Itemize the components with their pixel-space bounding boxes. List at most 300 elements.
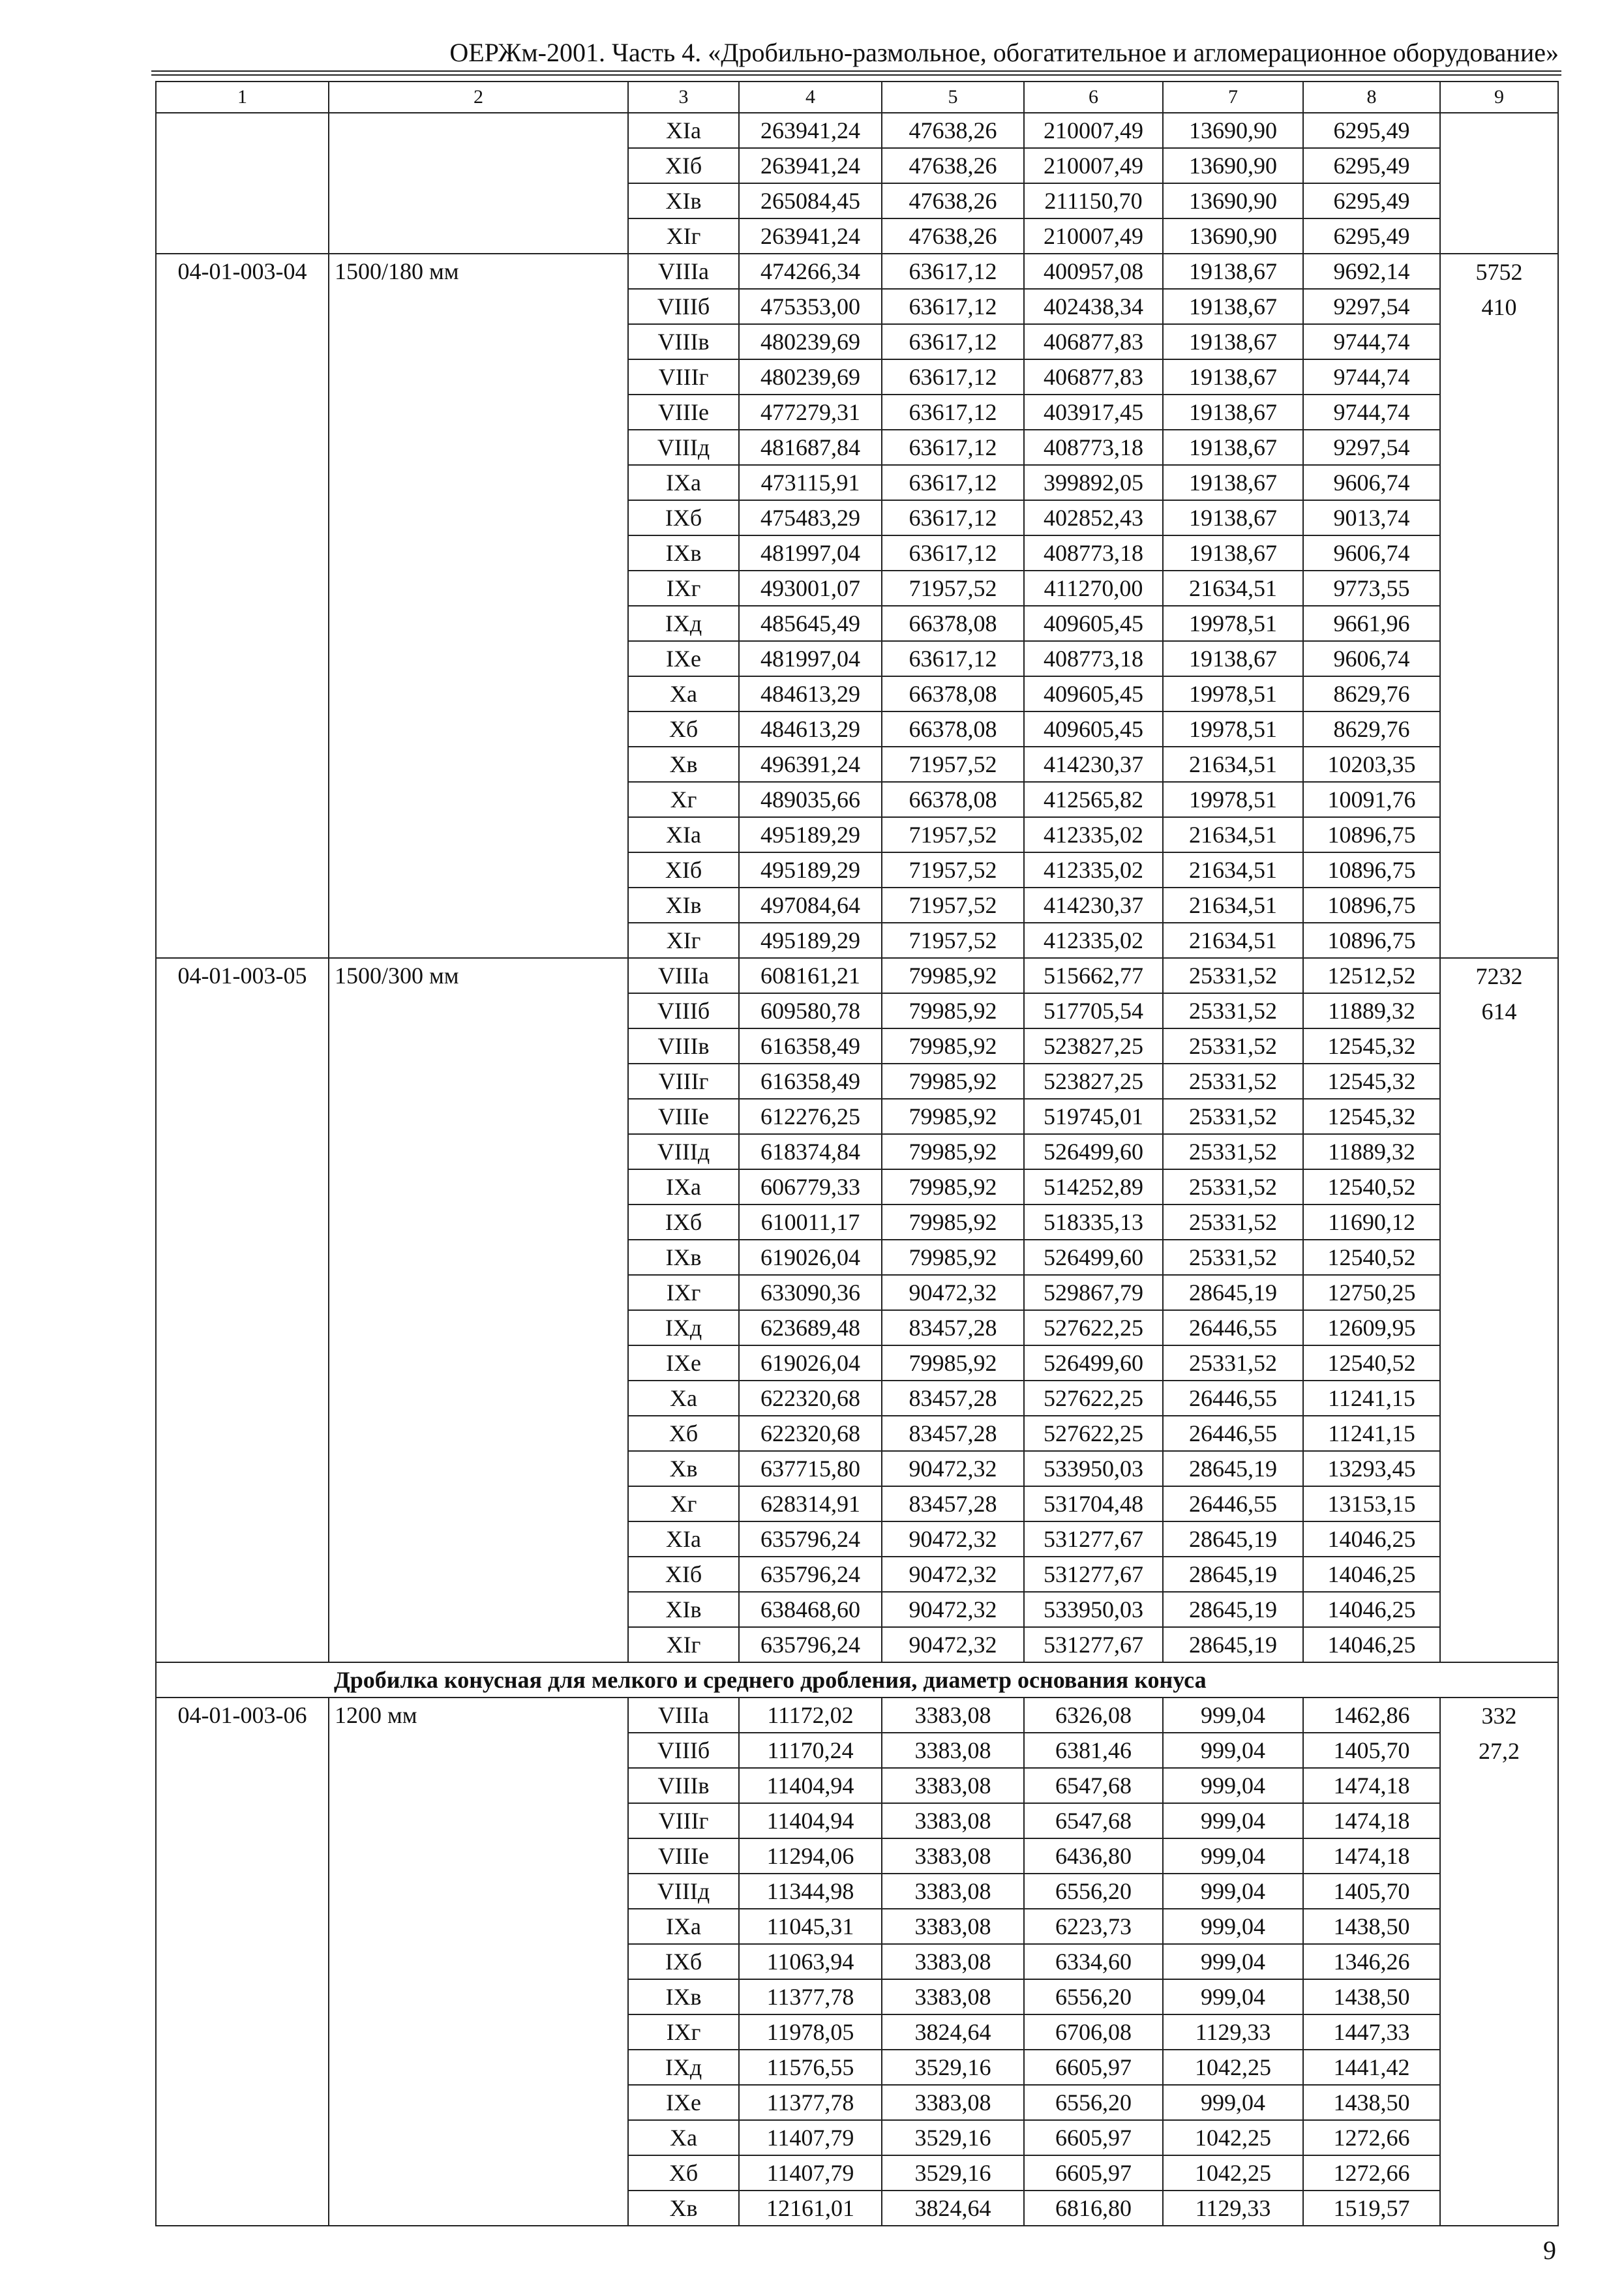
amount-cell-col8: 9744,74	[1303, 324, 1440, 359]
amount-cell-col7: 19138,67	[1163, 465, 1303, 500]
zone-cell: VIIIа	[628, 254, 739, 289]
amount-cell-col5: 71957,52	[882, 747, 1024, 782]
amount-cell-col7: 21634,51	[1163, 923, 1303, 958]
amount-cell-col8: 10896,75	[1303, 888, 1440, 923]
amount-cell-col4: 473115,91	[739, 465, 882, 500]
zone-cell: VIIIв	[628, 1028, 739, 1064]
amount-cell-col7: 25331,52	[1163, 993, 1303, 1028]
resource-value: 614	[1481, 998, 1517, 1025]
zone-cell: IXг	[628, 571, 739, 606]
amount-cell-col6: 6556,20	[1024, 2085, 1163, 2120]
amount-cell-col6: 414230,37	[1024, 888, 1163, 923]
amount-cell-col6: 531704,48	[1024, 1486, 1163, 1521]
amount-cell-col8: 10896,75	[1303, 852, 1440, 888]
amount-cell-col5: 63617,12	[882, 289, 1024, 324]
amount-cell-col7: 25331,52	[1163, 1345, 1303, 1381]
amount-cell-col5: 3824,64	[882, 2191, 1024, 2226]
amount-cell-col8: 1438,50	[1303, 1979, 1440, 2014]
resource-cell	[1440, 113, 1558, 254]
rate-code-cell: 04-01-003-05	[156, 958, 329, 1662]
amount-cell-col6: 6556,20	[1024, 1979, 1163, 2014]
amount-cell-col6: 414230,37	[1024, 747, 1163, 782]
amount-cell-col5: 63617,12	[882, 500, 1024, 535]
zone-cell: IXб	[628, 500, 739, 535]
amount-cell-col6: 402852,43	[1024, 500, 1163, 535]
amount-cell-col8: 12540,52	[1303, 1169, 1440, 1204]
amount-cell-col7: 25331,52	[1163, 1204, 1303, 1240]
rate-code-cell: 04-01-003-04	[156, 254, 329, 958]
amount-cell-col4: 622320,68	[739, 1381, 882, 1416]
amount-cell-col7: 1129,33	[1163, 2191, 1303, 2226]
amount-cell-col4: 616358,49	[739, 1028, 882, 1064]
amount-cell-col8: 14046,25	[1303, 1592, 1440, 1627]
amount-cell-col4: 481997,04	[739, 535, 882, 571]
amount-cell-col6: 406877,83	[1024, 324, 1163, 359]
zone-cell: XIб	[628, 148, 739, 183]
norms-table	[155, 81, 1559, 2226]
zone-cell: IXд	[628, 2050, 739, 2085]
amount-cell-col7: 26446,55	[1163, 1486, 1303, 1521]
zone-cell: Xа	[628, 1381, 739, 1416]
amount-cell-col7: 13690,90	[1163, 183, 1303, 218]
item-name-cell: 1500/300 мм	[329, 958, 628, 1662]
amount-cell-col6: 523827,25	[1024, 1028, 1163, 1064]
amount-cell-col4: 635796,24	[739, 1557, 882, 1592]
amount-cell-col5: 3383,08	[882, 1944, 1024, 1979]
zone-cell: IXв	[628, 1979, 739, 2014]
amount-cell-col7: 28645,19	[1163, 1592, 1303, 1627]
amount-cell-col5: 3529,16	[882, 2050, 1024, 2085]
amount-cell-col8: 13293,45	[1303, 1451, 1440, 1486]
zone-cell: IXе	[628, 641, 739, 676]
amount-cell-col7: 19978,51	[1163, 606, 1303, 641]
amount-cell-col5: 66378,08	[882, 711, 1024, 747]
column-number: 4	[739, 82, 882, 113]
amount-cell-col4: 11377,78	[739, 2085, 882, 2120]
amount-cell-col4: 489035,66	[739, 782, 882, 817]
amount-cell-col8: 6295,49	[1303, 218, 1440, 254]
amount-cell-col8: 1272,66	[1303, 2120, 1440, 2155]
zone-cell: VIIIд	[628, 1134, 739, 1169]
zone-cell: Xв	[628, 1451, 739, 1486]
item-name-cell: 1200 мм	[329, 1698, 628, 2226]
amount-cell-col7: 13690,90	[1163, 113, 1303, 148]
amount-cell-col8: 12545,32	[1303, 1064, 1440, 1099]
amount-cell-col8: 11889,32	[1303, 1134, 1440, 1169]
amount-cell-col8: 9606,74	[1303, 535, 1440, 571]
amount-cell-col4: 11294,06	[739, 1838, 882, 1874]
zone-cell: VIIIв	[628, 1768, 739, 1803]
amount-cell-col5: 3383,08	[882, 1909, 1024, 1944]
resource-value: 7232	[1475, 963, 1523, 989]
amount-cell-col6: 406877,83	[1024, 359, 1163, 395]
amount-cell-col6: 210007,49	[1024, 113, 1163, 148]
amount-cell-col4: 11576,55	[739, 2050, 882, 2085]
zone-cell: VIIIе	[628, 395, 739, 430]
amount-cell-col6: 6381,46	[1024, 1733, 1163, 1768]
amount-cell-col7: 25331,52	[1163, 1134, 1303, 1169]
amount-cell-col7: 21634,51	[1163, 852, 1303, 888]
amount-cell-col8: 12545,32	[1303, 1028, 1440, 1064]
rate-code-cell: 04-01-003-06	[156, 1698, 329, 2226]
amount-cell-col4: 11978,05	[739, 2014, 882, 2050]
amount-cell-col7: 28645,19	[1163, 1627, 1303, 1662]
zone-cell: VIIIд	[628, 1874, 739, 1909]
amount-cell-col8: 1474,18	[1303, 1838, 1440, 1874]
table-row	[156, 113, 1558, 148]
amount-cell-col7: 19978,51	[1163, 676, 1303, 711]
column-number: 2	[329, 82, 628, 113]
amount-cell-col6: 515662,77	[1024, 958, 1163, 993]
amount-cell-col5: 79985,92	[882, 993, 1024, 1028]
amount-cell-col4: 619026,04	[739, 1240, 882, 1275]
zone-cell: XIа	[628, 1521, 739, 1557]
amount-cell-col6: 526499,60	[1024, 1240, 1163, 1275]
amount-cell-col8: 9606,74	[1303, 641, 1440, 676]
amount-cell-col8: 1474,18	[1303, 1768, 1440, 1803]
amount-cell-col4: 493001,07	[739, 571, 882, 606]
amount-cell-col4: 485645,49	[739, 606, 882, 641]
amount-cell-col8: 10896,75	[1303, 817, 1440, 852]
amount-cell-col5: 90472,32	[882, 1557, 1024, 1592]
amount-cell-col4: 612276,25	[739, 1099, 882, 1134]
zone-cell: Xа	[628, 676, 739, 711]
amount-cell-col8: 10091,76	[1303, 782, 1440, 817]
zone-cell: IXв	[628, 535, 739, 571]
amount-cell-col4: 11172,02	[739, 1698, 882, 1733]
amount-cell-col4: 11344,98	[739, 1874, 882, 1909]
amount-cell-col5: 71957,52	[882, 923, 1024, 958]
amount-cell-col7: 19978,51	[1163, 782, 1303, 817]
table-row	[156, 254, 1558, 289]
amount-cell-col6: 6326,08	[1024, 1698, 1163, 1733]
amount-cell-col8: 14046,25	[1303, 1557, 1440, 1592]
amount-cell-col4: 484613,29	[739, 676, 882, 711]
zone-cell: IXг	[628, 2014, 739, 2050]
amount-cell-col6: 6547,68	[1024, 1768, 1163, 1803]
zone-cell: Xг	[628, 1486, 739, 1521]
amount-cell-col5: 3383,08	[882, 1733, 1024, 1768]
amount-cell-col6: 408773,18	[1024, 641, 1163, 676]
amount-cell-col5: 63617,12	[882, 641, 1024, 676]
amount-cell-col6: 531277,67	[1024, 1557, 1163, 1592]
amount-cell-col8: 14046,25	[1303, 1627, 1440, 1662]
amount-cell-col6: 412335,02	[1024, 923, 1163, 958]
amount-cell-col4: 635796,24	[739, 1521, 882, 1557]
column-number-row	[156, 82, 1558, 113]
amount-cell-col8: 9606,74	[1303, 465, 1440, 500]
amount-cell-col6: 533950,03	[1024, 1592, 1163, 1627]
amount-cell-col8: 9744,74	[1303, 359, 1440, 395]
amount-cell-col8: 13153,15	[1303, 1486, 1440, 1521]
zone-cell: VIIIе	[628, 1099, 739, 1134]
amount-cell-col8: 6295,49	[1303, 183, 1440, 218]
amount-cell-col6: 533950,03	[1024, 1451, 1163, 1486]
amount-cell-col7: 999,04	[1163, 1874, 1303, 1909]
amount-cell-col7: 21634,51	[1163, 571, 1303, 606]
header-rule	[151, 70, 1561, 72]
zone-cell: VIIIд	[628, 430, 739, 465]
amount-cell-col5: 83457,28	[882, 1416, 1024, 1451]
zone-cell: Xб	[628, 2155, 739, 2191]
amount-cell-col8: 14046,25	[1303, 1521, 1440, 1557]
amount-cell-col6: 6816,80	[1024, 2191, 1163, 2226]
amount-cell-col8: 1346,26	[1303, 1944, 1440, 1979]
zone-cell: XIг	[628, 923, 739, 958]
amount-cell-col4: 635796,24	[739, 1627, 882, 1662]
table-row	[156, 958, 1558, 993]
resource-cell	[1440, 958, 1558, 1662]
zone-cell: VIIIг	[628, 1803, 739, 1838]
amount-cell-col7: 999,04	[1163, 1698, 1303, 1733]
amount-cell-col5: 3383,08	[882, 1768, 1024, 1803]
amount-cell-col7: 25331,52	[1163, 1169, 1303, 1204]
amount-cell-col5: 79985,92	[882, 1204, 1024, 1240]
amount-cell-col5: 79985,92	[882, 958, 1024, 993]
amount-cell-col8: 8629,76	[1303, 711, 1440, 747]
amount-cell-col7: 999,04	[1163, 1733, 1303, 1768]
zone-cell: IXе	[628, 2085, 739, 2120]
amount-cell-col5: 79985,92	[882, 1169, 1024, 1204]
amount-cell-col8: 1272,66	[1303, 2155, 1440, 2191]
amount-cell-col7: 13690,90	[1163, 148, 1303, 183]
amount-cell-col6: 529867,79	[1024, 1275, 1163, 1310]
amount-cell-col4: 616358,49	[739, 1064, 882, 1099]
amount-cell-col5: 3383,08	[882, 1838, 1024, 1874]
amount-cell-col5: 63617,12	[882, 465, 1024, 500]
amount-cell-col5: 3383,08	[882, 1698, 1024, 1733]
amount-cell-col6: 514252,89	[1024, 1169, 1163, 1204]
zone-cell: VIIIг	[628, 1064, 739, 1099]
amount-cell-col6: 412335,02	[1024, 817, 1163, 852]
zone-cell: Xб	[628, 1416, 739, 1451]
amount-cell-col7: 19138,67	[1163, 395, 1303, 430]
amount-cell-col7: 13690,90	[1163, 218, 1303, 254]
amount-cell-col7: 1042,25	[1163, 2155, 1303, 2191]
amount-cell-col6: 409605,45	[1024, 711, 1163, 747]
amount-cell-col7: 999,04	[1163, 1944, 1303, 1979]
norms-table-body	[156, 82, 1558, 2226]
amount-cell-col7: 19138,67	[1163, 324, 1303, 359]
amount-cell-col8: 10203,35	[1303, 747, 1440, 782]
amount-cell-col7: 25331,52	[1163, 1240, 1303, 1275]
amount-cell-col8: 12512,52	[1303, 958, 1440, 993]
zone-cell: Xб	[628, 711, 739, 747]
amount-cell-col4: 618374,84	[739, 1134, 882, 1169]
zone-cell: XIв	[628, 888, 739, 923]
zone-cell: VIIIа	[628, 958, 739, 993]
amount-cell-col4: 495189,29	[739, 852, 882, 888]
zone-cell: VIIIб	[628, 993, 739, 1028]
amount-cell-col5: 79985,92	[882, 1028, 1024, 1064]
amount-cell-col8: 1462,86	[1303, 1698, 1440, 1733]
amount-cell-col5: 3383,08	[882, 1979, 1024, 2014]
amount-cell-col8: 6295,49	[1303, 148, 1440, 183]
amount-cell-col7: 25331,52	[1163, 958, 1303, 993]
amount-cell-col6: 6436,80	[1024, 1838, 1163, 1874]
amount-cell-col7: 19138,67	[1163, 289, 1303, 324]
zone-cell: IXа	[628, 1169, 739, 1204]
amount-cell-col4: 477279,31	[739, 395, 882, 430]
zone-cell: Xв	[628, 2191, 739, 2226]
amount-cell-col6: 6334,60	[1024, 1944, 1163, 1979]
amount-cell-col5: 63617,12	[882, 395, 1024, 430]
amount-cell-col6: 526499,60	[1024, 1345, 1163, 1381]
amount-cell-col4: 475483,29	[739, 500, 882, 535]
amount-cell-col4: 11407,79	[739, 2155, 882, 2191]
amount-cell-col8: 11889,32	[1303, 993, 1440, 1028]
amount-cell-col7: 28645,19	[1163, 1557, 1303, 1592]
amount-cell-col7: 999,04	[1163, 1803, 1303, 1838]
zone-cell: XIг	[628, 218, 739, 254]
amount-cell-col4: 480239,69	[739, 359, 882, 395]
amount-cell-col6: 409605,45	[1024, 676, 1163, 711]
amount-cell-col7: 999,04	[1163, 1909, 1303, 1944]
amount-cell-col7: 999,04	[1163, 2085, 1303, 2120]
amount-cell-col6: 210007,49	[1024, 148, 1163, 183]
zone-cell: IXд	[628, 606, 739, 641]
zone-cell: IXб	[628, 1204, 739, 1240]
amount-cell-col5: 63617,12	[882, 324, 1024, 359]
amount-cell-col5: 3383,08	[882, 1874, 1024, 1909]
zone-cell: XIа	[628, 817, 739, 852]
resource-cell	[1440, 1698, 1558, 2226]
zone-cell: IXа	[628, 465, 739, 500]
amount-cell-col8: 11241,15	[1303, 1381, 1440, 1416]
item-name-cell	[329, 113, 628, 254]
amount-cell-col5: 71957,52	[882, 817, 1024, 852]
amount-cell-col6: 531277,67	[1024, 1627, 1163, 1662]
amount-cell-col4: 480239,69	[739, 324, 882, 359]
amount-cell-col6: 523827,25	[1024, 1064, 1163, 1099]
amount-cell-col5: 90472,32	[882, 1521, 1024, 1557]
zone-cell: VIIIе	[628, 1838, 739, 1874]
amount-cell-col7: 999,04	[1163, 1979, 1303, 2014]
amount-cell-col4: 11045,31	[739, 1909, 882, 1944]
amount-cell-col5: 90472,32	[882, 1275, 1024, 1310]
amount-cell-col8: 1438,50	[1303, 2085, 1440, 2120]
amount-cell-col5: 79985,92	[882, 1240, 1024, 1275]
amount-cell-col8: 9013,74	[1303, 500, 1440, 535]
amount-cell-col6: 412335,02	[1024, 852, 1163, 888]
amount-cell-col4: 608161,21	[739, 958, 882, 993]
zone-cell: VIIIб	[628, 289, 739, 324]
amount-cell-col6: 402438,34	[1024, 289, 1163, 324]
amount-cell-col4: 12161,01	[739, 2191, 882, 2226]
amount-cell-col7: 28645,19	[1163, 1451, 1303, 1486]
amount-cell-col4: 474266,34	[739, 254, 882, 289]
zone-cell: XIв	[628, 183, 739, 218]
zone-cell: XIа	[628, 113, 739, 148]
column-number: 1	[156, 82, 329, 113]
zone-cell: IXв	[628, 1240, 739, 1275]
amount-cell-col8: 11690,12	[1303, 1204, 1440, 1240]
amount-cell-col8: 12540,52	[1303, 1240, 1440, 1275]
zone-cell: IXа	[628, 1909, 739, 1944]
amount-cell-col5: 71957,52	[882, 888, 1024, 923]
amount-cell-col5: 47638,26	[882, 148, 1024, 183]
resource-value: 332	[1481, 1703, 1517, 1729]
amount-cell-col6: 6556,20	[1024, 1874, 1163, 1909]
amount-cell-col8: 12750,25	[1303, 1275, 1440, 1310]
amount-cell-col7: 999,04	[1163, 1838, 1303, 1874]
amount-cell-col5: 90472,32	[882, 1627, 1024, 1662]
amount-cell-col8: 9744,74	[1303, 395, 1440, 430]
zone-cell: Xв	[628, 747, 739, 782]
zone-cell: VIIIг	[628, 359, 739, 395]
amount-cell-col7: 21634,51	[1163, 817, 1303, 852]
amount-cell-col5: 83457,28	[882, 1310, 1024, 1345]
zone-cell: XIв	[628, 1592, 739, 1627]
amount-cell-col4: 263941,24	[739, 218, 882, 254]
amount-cell-col4: 11170,24	[739, 1733, 882, 1768]
column-number: 9	[1440, 82, 1558, 113]
amount-cell-col7: 25331,52	[1163, 1028, 1303, 1064]
amount-cell-col5: 47638,26	[882, 183, 1024, 218]
amount-cell-col8: 12540,52	[1303, 1345, 1440, 1381]
amount-cell-col5: 3383,08	[882, 1803, 1024, 1838]
amount-cell-col7: 19138,67	[1163, 500, 1303, 535]
amount-cell-col5: 3824,64	[882, 2014, 1024, 2050]
amount-cell-col5: 71957,52	[882, 852, 1024, 888]
amount-cell-col5: 90472,32	[882, 1451, 1024, 1486]
amount-cell-col6: 408773,18	[1024, 430, 1163, 465]
amount-cell-col8: 1405,70	[1303, 1733, 1440, 1768]
zone-cell: XIг	[628, 1627, 739, 1662]
amount-cell-col4: 628314,91	[739, 1486, 882, 1521]
zone-cell: VIIIа	[628, 1698, 739, 1733]
zone-cell: IXг	[628, 1275, 739, 1310]
zone-cell: IXе	[628, 1345, 739, 1381]
amount-cell-col8: 9692,14	[1303, 254, 1440, 289]
amount-cell-col4: 638468,60	[739, 1592, 882, 1627]
amount-cell-col6: 517705,54	[1024, 993, 1163, 1028]
amount-cell-col8: 12545,32	[1303, 1099, 1440, 1134]
amount-cell-col7: 19138,67	[1163, 254, 1303, 289]
zone-cell: Xг	[628, 782, 739, 817]
zone-cell: VIIIв	[628, 324, 739, 359]
amount-cell-col6: 519745,01	[1024, 1099, 1163, 1134]
section-title: Дробилка конусная для мелкого и среднего дробления, диаметр основания конуса	[156, 1662, 1558, 1698]
column-number: 3	[628, 82, 739, 113]
amount-cell-col4: 610011,17	[739, 1204, 882, 1240]
amount-cell-col7: 1042,25	[1163, 2050, 1303, 2085]
amount-cell-col6: 527622,25	[1024, 1310, 1163, 1345]
amount-cell-col8: 10896,75	[1303, 923, 1440, 958]
page-number: 9	[1543, 2236, 1556, 2265]
amount-cell-col5: 79985,92	[882, 1134, 1024, 1169]
amount-cell-col6: 526499,60	[1024, 1134, 1163, 1169]
amount-cell-col7: 26446,55	[1163, 1381, 1303, 1416]
resource-value: 5752	[1475, 259, 1523, 285]
amount-cell-col6: 527622,25	[1024, 1381, 1163, 1416]
amount-cell-col5: 66378,08	[882, 782, 1024, 817]
amount-cell-col7: 28645,19	[1163, 1521, 1303, 1557]
amount-cell-col8: 8629,76	[1303, 676, 1440, 711]
amount-cell-col4: 11377,78	[739, 1979, 882, 2014]
amount-cell-col6: 408773,18	[1024, 535, 1163, 571]
amount-cell-col5: 79985,92	[882, 1099, 1024, 1134]
resource-cell	[1440, 254, 1558, 958]
amount-cell-col7: 19978,51	[1163, 711, 1303, 747]
rate-code-cell	[156, 113, 329, 254]
amount-cell-col8: 1441,42	[1303, 2050, 1440, 2085]
amount-cell-col8: 9297,54	[1303, 430, 1440, 465]
resource-value: 410	[1481, 294, 1517, 320]
amount-cell-col7: 19138,67	[1163, 359, 1303, 395]
amount-cell-col7: 28645,19	[1163, 1275, 1303, 1310]
amount-cell-col5: 3383,08	[882, 2085, 1024, 2120]
